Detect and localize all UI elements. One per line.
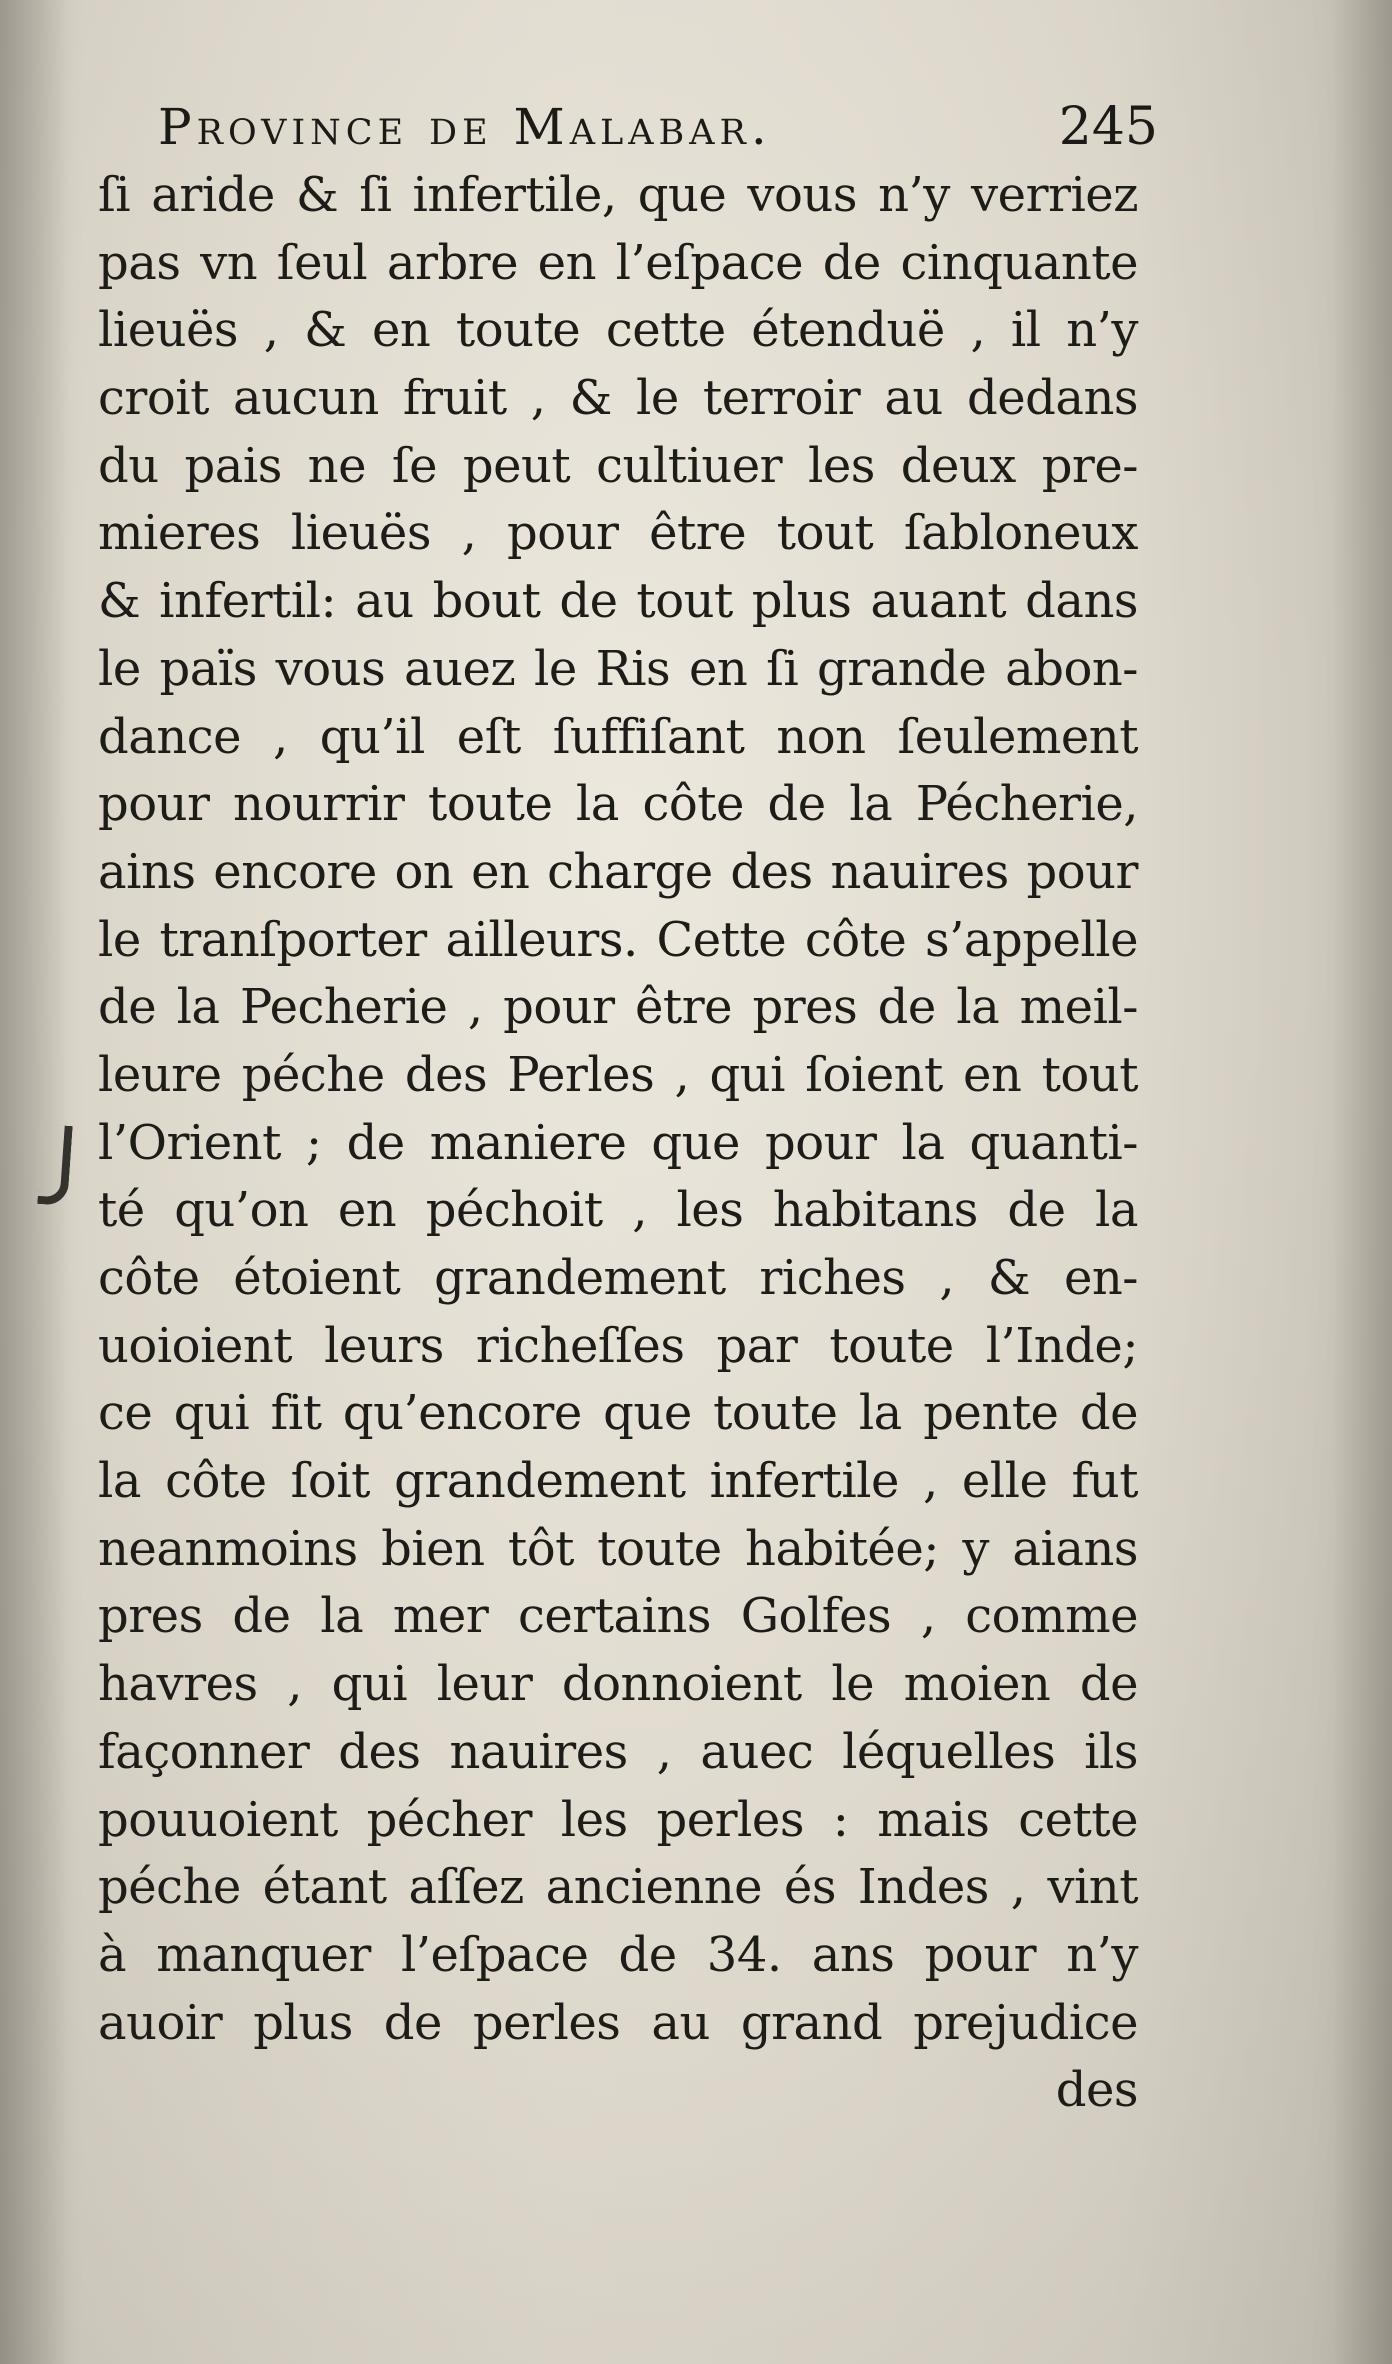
text-line: à manquer l’eſpace de 34. ans pour n’y bbox=[98, 1926, 1138, 1983]
text-line: croit aucun fruit , & le terroir au dedans bbox=[98, 370, 1138, 427]
text-line: uoioient leurs richeſſes par toute l’Inde; bbox=[98, 1317, 1138, 1374]
body-text bbox=[98, 162, 1138, 2125]
text-line: neanmoins bien tôt toute habitée; y aians bbox=[98, 1520, 1138, 1577]
text-line: leure péche des Perles , qui ſoient en tout bbox=[98, 1046, 1138, 1103]
text-line: du pais ne ſe peut cultiuer les deux pre- bbox=[98, 437, 1138, 494]
text-line: le païs vous auez le Ris en ſi grande abon- bbox=[98, 640, 1138, 697]
text-line: pres de la mer certains Golfes , comme bbox=[98, 1588, 1138, 1645]
text-line: auoir plus de perles au grand prejudice bbox=[98, 1994, 1138, 2051]
text-line: dance , qu’il eſt ſuffiſant non ſeulement bbox=[98, 708, 1138, 765]
text-line: côte étoient grandement riches , & en- bbox=[98, 1250, 1138, 1306]
text-line: de la Pecherie , pour être pres de la meil- bbox=[98, 979, 1138, 1036]
text-line: le tranſporter ailleurs. Cette côte s’appelle bbox=[98, 911, 1138, 968]
page-header bbox=[158, 94, 1158, 160]
text-line: havres , qui leur donnoient le moien de bbox=[98, 1656, 1138, 1713]
text-line: ſi aride & ſi infertile, que vous n’y verriez bbox=[98, 167, 1138, 223]
text-line: pas vn ſeul arbre en l’eſpace de cinquante bbox=[98, 234, 1138, 291]
text-line: l’Orient ; de maniere que pour la quanti- bbox=[98, 1114, 1138, 1171]
catchword: des bbox=[1055, 2062, 1138, 2119]
running-title: Province de Malabar. bbox=[158, 98, 772, 156]
text-line: pour nourrir toute la côte de la Pécherie, bbox=[98, 776, 1138, 833]
text-line: lieuës , & en toute cette étenduë , il n’y bbox=[98, 302, 1138, 359]
text-line: péche étant aſſez ancienne és Indes , vint bbox=[98, 1859, 1138, 1916]
text-line: ce qui fit qu’encore que toute la pente de bbox=[98, 1385, 1138, 1442]
page-number: 245 bbox=[1058, 97, 1158, 157]
text-line: façonner des nauires , auec léquelles ils bbox=[98, 1723, 1138, 1780]
text-line: ains encore on en charge des nauires pour bbox=[98, 843, 1138, 900]
text-line: & infertil: au bout de tout plus auant dans bbox=[98, 573, 1138, 630]
right-edge-shadow bbox=[1332, 0, 1392, 2364]
text-line: la côte ſoit grandement infertile , elle fut bbox=[98, 1453, 1138, 1510]
text-line: mieres lieuës , pour être tout ſabloneux bbox=[98, 505, 1138, 562]
text-line: té qu’on en péchoit , les habitans de la bbox=[98, 1182, 1138, 1239]
text-line: pouuoient pécher les perles : mais cette bbox=[98, 1791, 1138, 1848]
